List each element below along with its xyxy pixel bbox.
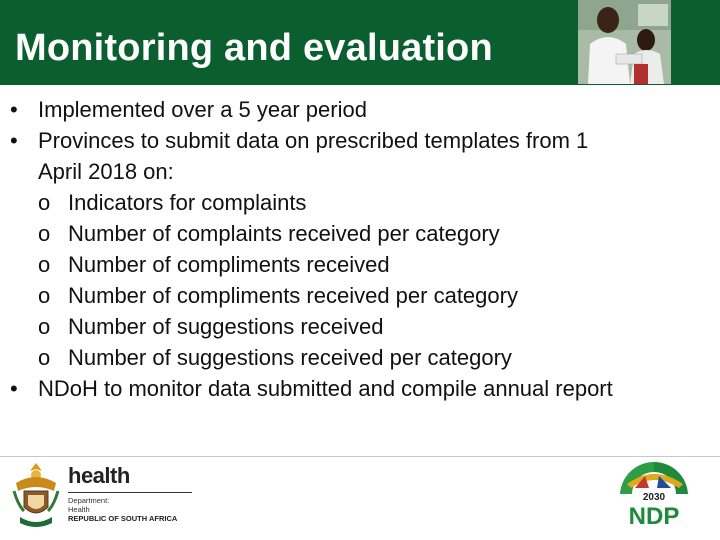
sub-bullet-marker: o bbox=[38, 190, 51, 215]
title-bar bbox=[0, 0, 720, 85]
header-photo-illustration bbox=[578, 0, 671, 84]
sub-bullet-marker: o bbox=[38, 221, 51, 246]
bullet-text: NDoH to monitor data submitted and compile annual report bbox=[38, 376, 613, 401]
ndp-wordmark: NDP bbox=[628, 503, 680, 530]
health-logo-text: health bbox=[68, 463, 130, 488]
sub-item-text: Number of suggestions received per category bbox=[68, 345, 512, 370]
sub-item-text: Number of compliments received bbox=[68, 252, 390, 277]
sub-list-item bbox=[0, 249, 720, 280]
sub-list-item bbox=[0, 187, 720, 218]
bullet-text: Provinces to submit data on prescribed templates from 1 bbox=[38, 128, 589, 153]
bullet-marker: • bbox=[10, 97, 18, 122]
sub-list-item bbox=[0, 311, 720, 342]
sub-list-item bbox=[0, 218, 720, 249]
bullet-item bbox=[0, 94, 720, 125]
slide-title: Monitoring and evaluation bbox=[15, 27, 493, 69]
bullet-text: Implemented over a 5 year period bbox=[38, 97, 367, 122]
sub-bullet-marker: o bbox=[38, 283, 51, 308]
sub-list-item bbox=[0, 342, 720, 373]
department-line: Department: bbox=[68, 496, 110, 505]
bullet-item bbox=[0, 125, 720, 187]
health-logo-rule bbox=[68, 492, 192, 493]
coat-of-arms-icon bbox=[10, 461, 62, 529]
sub-list-item bbox=[0, 280, 720, 311]
sub-item-text: Number of complaints received per category bbox=[68, 221, 500, 246]
bullet-item bbox=[0, 373, 720, 404]
bullet-marker: • bbox=[10, 376, 18, 401]
bullet-marker: • bbox=[10, 128, 18, 153]
sub-bullet-marker: o bbox=[38, 314, 51, 339]
sub-bullet-marker: o bbox=[38, 345, 51, 370]
sub-item-text: Number of suggestions received bbox=[68, 314, 384, 339]
footer-divider bbox=[0, 456, 720, 457]
sub-item-text: Indicators for complaints bbox=[68, 190, 307, 215]
ndp-year: 2030 bbox=[642, 492, 666, 503]
sub-bullet-marker: o bbox=[38, 252, 51, 277]
department-line: Health bbox=[68, 505, 90, 514]
country-label: REPUBLIC OF SOUTH AFRICA bbox=[68, 514, 178, 523]
department-label bbox=[68, 496, 109, 514]
bullet-text-continued: April 2018 on: bbox=[38, 159, 174, 184]
bullet-list bbox=[0, 94, 720, 404]
header-photo bbox=[578, 0, 671, 84]
ndp-logo-icon bbox=[613, 458, 695, 530]
sub-item-text: Number of compliments received per category bbox=[68, 283, 518, 308]
